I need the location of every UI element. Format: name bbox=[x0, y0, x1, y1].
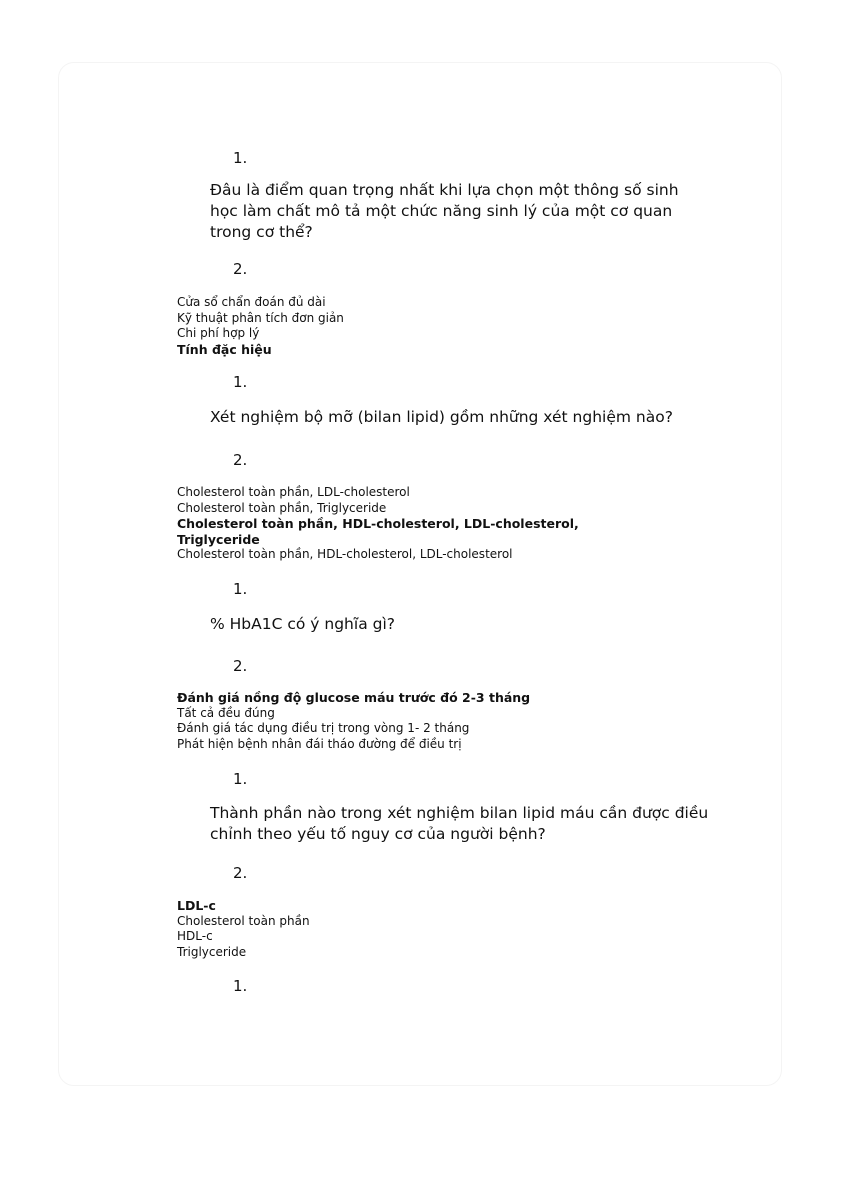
answer-list bbox=[177, 898, 637, 960]
answer-option: Cholesterol toàn phần, Triglyceride bbox=[177, 500, 387, 515]
answer-option-correct: LDL-c bbox=[177, 898, 216, 913]
question-number: 1. bbox=[233, 373, 248, 391]
answer-option-correct: Tính đặc hiệu bbox=[177, 341, 272, 357]
answers-number: 2. bbox=[233, 657, 248, 675]
answer-option: Tất cả đều đúng bbox=[177, 705, 275, 720]
answer-option: Cholesterol toàn phần, LDL-cholesterol bbox=[177, 485, 410, 499]
question-number: 1. bbox=[233, 149, 248, 167]
answer-option: HDL-c bbox=[177, 929, 213, 943]
question-text: Thành phần nào trong xét nghiệm bilan lipid máu cần được điều chỉnh theo yếu tố nguy cơ của người bệnh? bbox=[210, 804, 709, 843]
answer-option-correct: Đánh giá nồng độ glucose máu trước đó 2-3 tháng bbox=[177, 690, 531, 705]
answers-number: 2. bbox=[233, 864, 248, 882]
answer-list bbox=[177, 295, 637, 357]
question-number: 1. bbox=[233, 770, 248, 788]
answer-option: Cholesterol toàn phần bbox=[177, 913, 310, 928]
answer-option: Triglyceride bbox=[177, 944, 247, 959]
answer-option-correct: Cholesterol toàn phần, HDL-cholesterol, LDL-cholesterol, Triglyceride bbox=[177, 516, 579, 547]
answer-option: Đánh giá tác dụng điều trị trong vòng 1- 2 tháng bbox=[177, 721, 470, 735]
question-text: Xét nghiệm bộ mỡ (bilan lipid) gồm những xét nghiệm nào? bbox=[210, 408, 673, 426]
answer-option: Cửa sổ chẩn đoán đủ dài bbox=[177, 295, 326, 309]
question-number: 1. bbox=[233, 580, 248, 598]
question-text: % HbA1C có ý nghĩa gì? bbox=[210, 615, 395, 633]
answer-option: Kỹ thuật phân tích đơn giản bbox=[177, 310, 344, 325]
answer-list bbox=[177, 690, 637, 752]
answers-number: 2. bbox=[233, 260, 248, 278]
answers-number: 2. bbox=[233, 451, 248, 469]
question-text: Đâu là điểm quan trọng nhất khi lựa chọn một thông số sinh học làm chất mô tả một chức năng sinh lý của một cơ quan trong cơ thể? bbox=[210, 181, 679, 241]
answer-option: Phát hiện bệnh nhân đái tháo đường để điều trị bbox=[177, 736, 462, 751]
question-number: 1. bbox=[233, 977, 248, 995]
answer-option: Cholesterol toàn phần, HDL-cholesterol, LDL-cholesterol bbox=[177, 547, 513, 561]
answer-list bbox=[177, 485, 637, 563]
answer-option: Chi phí hợp lý bbox=[177, 326, 260, 340]
